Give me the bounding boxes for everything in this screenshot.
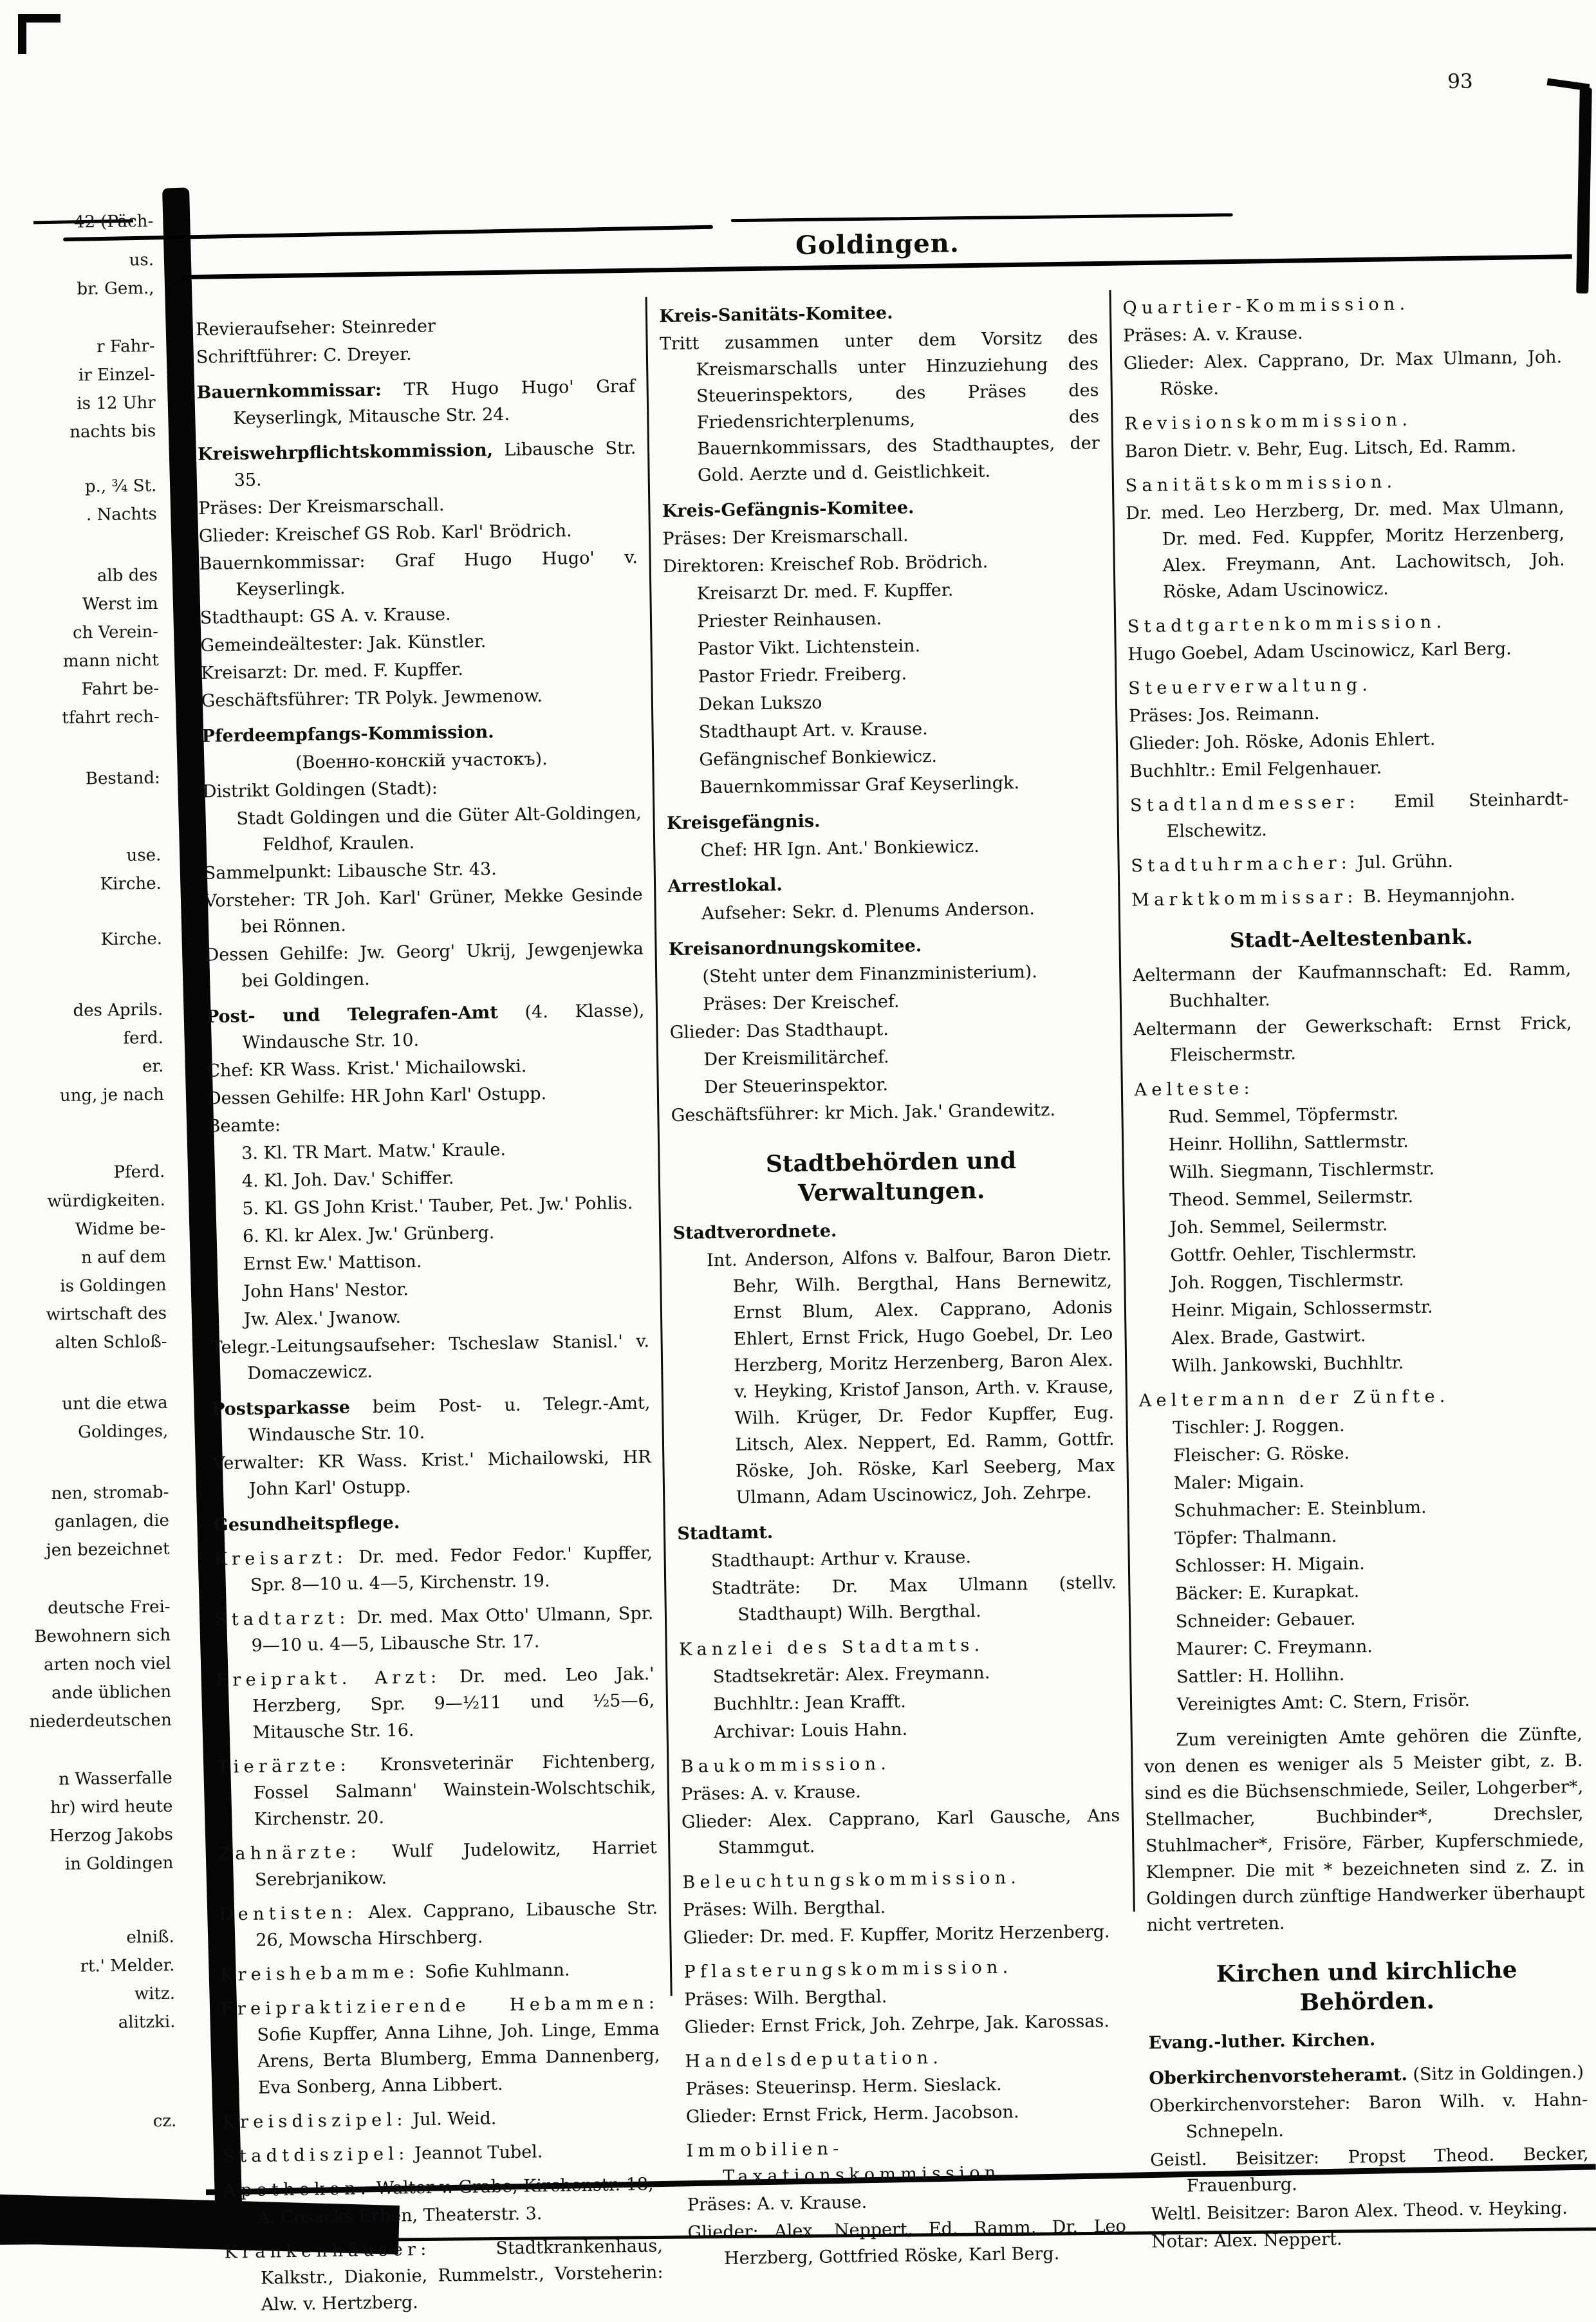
- margin-fragment: würdigkeiten.: [47, 1190, 166, 1212]
- directory-entry: Vereinigtes Amt: C. Stern, Frisör.: [1176, 1690, 1471, 1715]
- directory-entry: John Hans' Nestor.: [243, 1279, 409, 1302]
- margin-fragment: ferd.: [123, 1028, 163, 1048]
- directory-entry: [662, 492, 1101, 525]
- margin-fragment: n auf dem: [80, 1247, 167, 1268]
- directory-entry: [669, 930, 1108, 963]
- margin-fragment: Kirche.: [100, 873, 162, 895]
- directory-entry: Postsparkasse beim Post- u. Telegr.-Amt, Windausche Str. 10.: [211, 1393, 651, 1445]
- directory-entry: Maler: Migain.: [1173, 1471, 1305, 1494]
- entry-label: Stadtgartenkommission.: [1127, 612, 1447, 637]
- directory-entry: Glieder: Ernst Frick, Herm. Jacobson.: [685, 2102, 1019, 2127]
- entry-label: Arrestlokal.: [667, 875, 783, 897]
- entry-label: Stadtdiszipel:: [223, 2144, 409, 2167]
- margin-fragment: br. Gem.,: [77, 278, 154, 299]
- directory-entry: Oberkirchenvorsteheramt. (Sitz in Goldingen.): [1149, 2062, 1584, 2089]
- entry-label: Pflasterungskommission.: [683, 1957, 1013, 1982]
- running-title: Goldingen.: [795, 228, 960, 261]
- directory-entry: [1148, 2023, 1587, 2056]
- directory-entry: Stadthaupt Art. v. Krause.: [698, 719, 928, 743]
- column-3: [1111, 281, 1596, 2256]
- entry-label: Evang.-luther. Kirchen.: [1148, 2029, 1376, 2054]
- section-heading: Kirchen und kirchliche Behörden.: [1216, 1956, 1517, 2016]
- directory-entry: Beamte:: [207, 1115, 281, 1137]
- directory-entry: Schlosser: H. Migain.: [1174, 1554, 1365, 1577]
- directory-entry: Stadträte: Dr. Max Ulmann (stellv. Stadthaupt) Wilh. Bergthal.: [711, 1572, 1117, 1625]
- directory-entry: A. Cosacks Erben, Theaterstr. 3.: [257, 2204, 543, 2228]
- directory-entry: [667, 867, 1106, 900]
- entry-label: Quartier-Kommission.: [1122, 293, 1410, 319]
- margin-fragment: deutsche Frei-: [47, 1597, 171, 1619]
- margin-fragment: hr) wird heute: [50, 1796, 173, 1818]
- margin-fragment: ir Einzel-: [78, 364, 156, 385]
- directory-entry: [683, 1953, 1122, 1985]
- margin-fragment: ganlagen, die: [54, 1510, 170, 1532]
- margin-fragment: is 12 Uhr: [77, 393, 156, 414]
- entry-label: Sanitätskommission.: [1125, 472, 1397, 496]
- directory-entry: Präses: A. v. Krause.: [1122, 323, 1303, 346]
- directory-entry: Revieraufseher: Steinreder: [195, 316, 436, 340]
- directory-entry: Oberkirchenvorsteher: Baron Wilh. v. Hahn-Schnepeln.: [1149, 2090, 1588, 2142]
- directory-entry: [680, 1747, 1119, 1780]
- margin-fragment: rt.' Melder.: [80, 1955, 175, 1976]
- directory-entry: Stadtdiszipel: Jeannot Tubel.: [223, 2142, 543, 2167]
- directory-entry: Glieder: Joh. Röske, Adonis Ehlert.: [1129, 729, 1436, 754]
- margin-fragment: r Fahr-: [97, 336, 155, 357]
- directory-entry: Maurer: C. Freymann.: [1176, 1636, 1373, 1660]
- margin-fragment: is Goldingen: [60, 1275, 167, 1296]
- directory-entry: Der Steuerinspektor.: [703, 1075, 889, 1098]
- entry-label: Dentisten:: [219, 1902, 358, 1925]
- margin-fragment: mann nicht: [62, 650, 159, 671]
- directory-entry: Archivar: Louis Hahn.: [713, 1719, 908, 1743]
- directory-entry: Kreiswehrpflichtskommission, Libausche Str. 35.: [197, 438, 636, 491]
- directory-entry: Töpfer: Thalmann.: [1174, 1526, 1337, 1549]
- scan-edge-artifact: [1576, 88, 1592, 293]
- directory-entry: Glieder: Alex. Neppert, Ed. Ramm, Dr. Leo Herzberg, Gottfried Röske, Karl Berg.: [687, 2216, 1126, 2269]
- margin-fragment: . Nachts: [86, 504, 158, 525]
- entry-label: Revisionskommission.: [1124, 409, 1413, 434]
- directory-entry: Post- und Telegrafen-Amt (4. Klasse), Windausche Str. 10.: [205, 1000, 645, 1053]
- margin-fragment: tfahrt rech-: [62, 707, 160, 728]
- directory-entry: Vorsteher: TR Joh. Karl' Grüner, Mekke Gesinde bei Rönnen.: [204, 884, 643, 937]
- columns: [184, 281, 1596, 2320]
- entry-label: Post- und Telegrafen-Amt: [205, 1003, 498, 1027]
- directory-entry: Stadtlandmesser: Emil Steinhardt-Elschewitz.: [1129, 789, 1569, 842]
- directory-entry: Gemeindeältester: Jak. Künstler.: [200, 631, 487, 656]
- directory-entry: Kreisarzt Dr. med. F. Kupffer.: [696, 580, 954, 604]
- directory-entry: Pastor Vikt. Lichtenstein.: [697, 636, 921, 660]
- entry-label: Baukommission.: [680, 1754, 891, 1777]
- directory-entry: Geschäftsführer: kr Mich. Jak.' Grandewitz.: [671, 1100, 1056, 1126]
- directory-entry: [1138, 1381, 1577, 1414]
- directory-entry: [677, 1514, 1116, 1547]
- entry-label: Stadtlandmesser:: [1129, 792, 1360, 816]
- directory-entry: Bauernkommissar: TR Hugo Hugo' Graf Keyserlingk, Mitausche Str. 24.: [196, 376, 636, 429]
- directory-entry: Telegr.-Leitungsaufseher: Tscheslaw Stanisl.' v. Domaczewicz.: [210, 1331, 650, 1384]
- directory-entry: [1128, 669, 1567, 701]
- margin-fragment: alitzki.: [118, 2012, 176, 2032]
- entry-label: Freipraktizierende Hebammen:: [220, 1992, 660, 2020]
- margin-fragment: cz.: [153, 2111, 177, 2132]
- margin-fragment: nachts bis: [70, 421, 156, 442]
- directory-entry: Tischler: J. Roggen.: [1173, 1415, 1345, 1438]
- directory-entry: Freipraktizierende Hebammen: Sofie Kupffer, Anna Lihne, Joh. Linge, Emma Arens, Berta Blumberg, Emma Dannenberg, Eva Sonberg, Anna Libbert.: [220, 1992, 660, 2098]
- directory-entry: Geistl. Beisitzer: Propst Theod. Becker, Frauenburg.: [1150, 2144, 1589, 2197]
- entry-label: Tierärzte:: [217, 1755, 351, 1778]
- column-2: [647, 288, 1138, 2274]
- directory-entry: Tierärzte: Kronsveterinär Fichtenberg, Fossel Salmann' Wainstein-Wolschtschik, Kirchenstr. 20.: [217, 1751, 656, 1830]
- margin-fragment: Widme be-: [75, 1218, 166, 1240]
- directory-entry: Pastor Friedr. Freiberg.: [698, 664, 907, 687]
- directory-entry: Präses: Wilh. Bergthal.: [682, 1897, 886, 1920]
- directory-entry: Stadthaupt: GS A. v. Krause.: [200, 604, 451, 628]
- directory-entry: Zum vereinigten Amte gehören die Zünfte, von denen es weniger als 5 Meister gibt, z. B. sind es die Büchsenschmiede, Seiler, Lohgerber*, Stellmacher, Buchbinder*, Drechsler, Stuhlmacher*, Frisöre, Färber, Kupferschmiede, Klempner. Die mit * bezeichneten sind z. Z. in Goldingen durch zünftige Handwerker überhaupt nicht vertreten.: [1144, 1724, 1585, 1936]
- directory-entry: Wilh. Siegmann, Tischlermstr.: [1169, 1158, 1435, 1183]
- directory-entry: Apotheken: Walter v. Grabe, Kirchenstr. 18,: [223, 2174, 654, 2201]
- directory-entry: Chef: KR Wass. Krist.' Michailowski.: [207, 1056, 527, 1081]
- directory-entry: Präses: Jos. Reimann.: [1128, 703, 1320, 727]
- margin-fragment: 42 (Päch-: [73, 211, 154, 232]
- directory-entry: Baron Dietr. v. Behr, Eug. Litsch, Ed. Ramm.: [1124, 436, 1517, 462]
- directory-entry: Int. Anderson, Alfons v. Balfour, Baron Dietr. Behr, Wilh. Bergthal, Hans Bernewitz, Ernst Blum, Alex. Capprano, Adonis Ehlert, Ernst Frick, Hugo Goebel, Dr. Leo Herzberg, Moritz Herzenberg, Baron Alex. v. Heyking, Kristof Janson, Arth. v. Krause, Wilh. Krüger, Dr. Fedor Kupffer, Eug. Litsch, Alex. Neppert, Ed. Ramm, Gottfr. Röske, Joh. Röske, Karl Seeberg, Max Ulmann, Adam Uscinowicz, Joh. Zehrpe.: [706, 1244, 1115, 1508]
- directory-entry: Freiprakt. Arzt: Dr. med. Leo Jak.' Herzberg, Spr. 9—½11 und ½5—6, Mitausche Str. 16.: [216, 1664, 655, 1743]
- margin-fragment: Fahrt be-: [81, 678, 160, 700]
- directory-entry: Präses: Der Kreismarschall.: [662, 525, 909, 550]
- directory-entry: (Steht unter dem Finanzministerium).: [702, 961, 1038, 987]
- directory-entry: [667, 804, 1106, 837]
- directory-entry: [1134, 1070, 1573, 1103]
- directory-entry: Hugo Goebel, Adam Uscinowicz, Karl Berg.: [1127, 638, 1512, 665]
- directory-entry: Präses: Der Kreismarschall.: [198, 495, 445, 519]
- margin-fragment: er.: [142, 1056, 164, 1077]
- entry-label: Gesundheitspflege.: [213, 1512, 400, 1536]
- entry-label: Aeltermann der Zünfte.: [1138, 1386, 1450, 1411]
- entry-label: Steuerverwaltung.: [1128, 674, 1373, 699]
- directory-entry: Glieder: Alex. Capprano, Karl Gausche, Ans Stammgut.: [681, 1805, 1120, 1859]
- directory-entry: 6. Kl. kr Alex. Jw.' Grünberg.: [242, 1223, 495, 1247]
- directory-entry: Aeltermann der Kaufmannschaft: Ed. Ramm, Buchhalter.: [1132, 959, 1572, 1012]
- directory-entry: 5. Kl. GS John Krist.' Tauber, Pet. Jw.' Pohlis.: [242, 1193, 633, 1219]
- margin-fragment: ung, je nach: [59, 1084, 165, 1106]
- page-content: [180, 45, 1596, 2320]
- directory-entry: Fleischer: G. Röske.: [1173, 1443, 1350, 1466]
- directory-entry: Distrikt Goldingen (Stadt):: [202, 778, 438, 802]
- margin-fragment: niederdeutschen: [29, 1710, 172, 1732]
- entry-label: Kreisarzt:: [214, 1547, 348, 1570]
- margin-fragment: in Goldingen: [64, 1853, 174, 1874]
- entry-label: Stadtarzt:: [214, 1608, 350, 1630]
- directory-entry: Priester Reinhausen.: [697, 609, 882, 632]
- directory-entry: Dr. med. Leo Herzberg, Dr. med. Max Ulmann, Dr. med. Fed. Kuppfer, Moritz Herzenberg, Alex. Freymann, Ant. Lachowitsch, Joh. Röske, Adam Uscinowicz.: [1126, 497, 1565, 602]
- directory-entry: Dessen Gehilfe: Jw. Georg' Ukrij, Jewgenjewka bei Goldingen.: [205, 938, 644, 991]
- margin-fragment: us.: [129, 250, 154, 270]
- directory-entry: Aufseher: Sekr. d. Plenums Anderson.: [701, 898, 1035, 924]
- margin-fragment: Pferd.: [113, 1162, 165, 1182]
- entry-label: Stadtuhrmacher:: [1131, 853, 1352, 877]
- margin-fragment: wirtschaft des: [46, 1303, 167, 1325]
- directory-entry: Krankenhäuser: Stadtkrankenhaus, Kalkstr., Diakonie, Rummelstr., Vorsteherin: Alw. v. Hertzberg.: [224, 2236, 663, 2315]
- entry-label: Kreis-Sanitäts-Komitee.: [659, 302, 893, 327]
- margin-fragment: ch Verein-: [72, 622, 159, 643]
- margin-fragment: Goldinges,: [77, 1421, 169, 1442]
- directory-entry: [679, 1630, 1118, 1663]
- directory-entry: Rud. Semmel, Töpfermstr.: [1167, 1104, 1399, 1128]
- directory-entry: Schuhmacher: E. Steinblum.: [1174, 1497, 1427, 1521]
- margin-fragment: ande üblichen: [51, 1682, 172, 1704]
- directory-entry: Bauernkommissar: Graf Hugo Hugo' v. Keyserlingk.: [199, 547, 638, 600]
- entry-label: Stadtamt.: [677, 1522, 774, 1544]
- directory-entry: Buchhltr.: Emil Felgenhauer.: [1129, 757, 1382, 782]
- directory-entry: Direktoren: Kreischef Rob. Brödrich.: [662, 552, 988, 577]
- margin-fragment: alten Schloß-: [55, 1332, 167, 1353]
- directory-entry: Stadt Goldingen und die Güter Alt-Goldingen, Feldhof, Kraulen.: [236, 803, 642, 855]
- page-curl-line: [731, 213, 1233, 222]
- directory-entry: 3. Kl. TR Mart. Matw.' Kraule.: [241, 1139, 506, 1164]
- page-number: 93: [1447, 70, 1473, 93]
- directory-entry: Kreishebamme: Sofie Kuhlmann.: [219, 1960, 570, 1985]
- directory-entry: [659, 297, 1098, 330]
- margin-fragment: arten noch viel: [44, 1653, 171, 1675]
- entry-label: Krankenhäuser:: [224, 2239, 431, 2263]
- margin-fragment: Herzog Jakobs: [49, 1825, 174, 1846]
- section-heading: Stadtbehörden und Verwaltungen.: [765, 1147, 1017, 1207]
- directory-entry: [685, 2042, 1124, 2075]
- column-1: [184, 295, 676, 2320]
- margin-fragment: des Aprils.: [73, 999, 163, 1021]
- entry-label: Handelsdeputation.: [685, 2047, 943, 2072]
- margin-fragment: nen, stromab-: [51, 1482, 169, 1504]
- entry-label: Kreiswehrpflichtskommission,: [197, 440, 494, 465]
- directory-entry: Weltl. Beisitzer: Baron Alex. Theod. v. Heyking.: [1151, 2198, 1568, 2225]
- directory-entry: Schneider: Gebauer.: [1175, 1609, 1356, 1632]
- entry-label: Bauernkommissar:: [196, 380, 382, 403]
- directory-entry: Stadthaupt: Arthur v. Krause.: [710, 1547, 972, 1572]
- entry-label: Kreis-Gefängnis-Komitee.: [662, 497, 914, 522]
- directory-entry: Glieder: Kreischef GS Rob. Karl' Brödrich.: [198, 521, 572, 546]
- directory-entry: Kreisarzt: Dr. med. F. Kupffer.: [200, 659, 464, 683]
- entry-label: Oberkirchenvorsteheramt.: [1149, 2065, 1408, 2089]
- directory-entry: Dessen Gehilfe: HR John Karl' Ostupp.: [207, 1083, 547, 1109]
- directory-entry: Jw. Alex.' Jwanow.: [243, 1307, 402, 1330]
- margin-fragment: witz.: [134, 1983, 176, 2004]
- margin-fragment: Bestand:: [85, 768, 161, 789]
- entry-label: Apotheken:: [223, 2178, 371, 2201]
- margin-fragment: p., ¾ St.: [84, 476, 157, 497]
- entry-label: Immobilien-Taxationskommission.: [686, 2139, 1011, 2187]
- directory-entry: Stadtuhrmacher: Jul. Grühn.: [1131, 851, 1454, 877]
- entry-label: Zahnärzte:: [218, 1842, 362, 1864]
- directory-entry: Präses: A. v. Krause.: [681, 1781, 862, 1805]
- margin-fragment: elniß.: [126, 1927, 175, 1947]
- directory-entry: [673, 1214, 1111, 1247]
- directory-entry: [1122, 288, 1561, 321]
- directory-entry: Chef: HR Ign. Ant.' Bonkiewicz.: [700, 836, 979, 861]
- directory-entry: Joh. Roggen, Tischlermstr.: [1170, 1270, 1404, 1294]
- directory-entry: Aeltermann der Gewerkschaft: Ernst Frick, Fleischermstr.: [1133, 1013, 1572, 1066]
- entry-label: Stadtverordnete.: [673, 1221, 837, 1244]
- margin-fragment: use.: [126, 845, 162, 866]
- entry-label: Marktkommissar:: [1131, 887, 1358, 911]
- directory-entry: Verwalter: KR Wass. Krist.' Michailowski, HR John Karl' Ostupp.: [212, 1447, 651, 1500]
- directory-entry: [201, 717, 640, 750]
- facing-page-fragments: [0, 207, 177, 2137]
- directory-entry: Der Kreismilitärchef.: [703, 1047, 889, 1070]
- directory-entry: Kreisdiszipel: Jul. Weid.: [222, 2108, 497, 2133]
- entry-label: Aelteste:: [1134, 1078, 1255, 1101]
- entry-label: Kanzlei des Stadtamts.: [678, 1635, 985, 1660]
- directory-entry: 4. Kl. Joh. Dav.' Schiffer.: [241, 1168, 454, 1191]
- section-heading: Stadt-Aeltestenbank.: [1229, 924, 1473, 953]
- scan-corner-mark: [18, 14, 26, 54]
- directory-entry: Wilh. Jankowski, Buchhltr.: [1171, 1353, 1404, 1377]
- margin-fragment: unt die etwa: [62, 1393, 168, 1414]
- directory-entry: Kreisarzt: Dr. med. Fedor Fedor.' Kupffer, Spr. 8—10 u. 4—5, Kirchenstr. 19.: [214, 1543, 653, 1595]
- directory-entry: Schriftführer: C. Dreyer.: [196, 344, 412, 367]
- directory-entry: Dentisten: Alex. Capprano, Libausche Str. 26, Mowscha Hirschberg.: [219, 1898, 658, 1951]
- directory-entry: Sammelpunkt: Libausche Str. 43.: [203, 859, 497, 884]
- directory-entry: Glieder: Dr. med. F. Kupffer, Moritz Herzenberg.: [683, 1922, 1110, 1948]
- directory-entry: Marktkommissar: B. Heymannjohn.: [1131, 884, 1516, 911]
- entry-label: Beleuchtungskommission.: [682, 1868, 1021, 1893]
- directory-entry: Heinr. Hollihn, Sattlermstr.: [1168, 1131, 1409, 1155]
- directory-entry: Glieder: Ernst Frick, Joh. Zehrpe, Jak. Karossas.: [684, 2011, 1110, 2038]
- entry-label: Pferdeempfangs-Kommission.: [201, 722, 494, 747]
- directory-entry: [1125, 466, 1564, 499]
- directory-entry: Ernst Ew.' Mattison.: [243, 1251, 422, 1274]
- entry-label: Kreisgefängnis.: [666, 811, 821, 834]
- directory-entry: Präses: Steuerinsp. Herm. Sieslack.: [685, 2074, 1002, 2099]
- directory-entry: Glieder: Das Stadthaupt.: [669, 1019, 889, 1043]
- directory-entry: Glieder: Alex. Capprano, Dr. Max Ulmann, Joh. Röske.: [1123, 347, 1563, 400]
- directory-entry: Stadtarzt: Dr. med. Max Otto' Ulmann, Spr. 9—10 u. 4—5, Libausche Str. 17.: [214, 1603, 654, 1656]
- directory-entry: Tritt zusammen unter dem Vorsitz des Kreismarschalls unter Hinzuziehung des Steuerinspektors, des Präses des Friedensrichterplenums, des Bauernkommissars, des Stadthauptes, der Gold. Aerzte und d. Geistlichkeit.: [659, 328, 1100, 486]
- directory-entry: Dekan Lukszo: [698, 692, 822, 715]
- directory-entry: Geschäftsführer: TR Polyk. Jewmenow.: [201, 685, 543, 711]
- directory-entry: Bäcker: E. Kurapkat.: [1174, 1581, 1360, 1604]
- directory-entry: Zahnärzte: Wulf Judelowitz, Harriet Serebrjanikow.: [218, 1837, 657, 1890]
- entry-label: Freiprakt. Arzt:: [216, 1667, 441, 1691]
- directory-entry: Präses: Wilh. Bergthal.: [683, 1987, 887, 2010]
- entry-label: Kreisanordnungskomitee.: [668, 936, 922, 960]
- directory-entry: [1124, 404, 1563, 437]
- directory-entry: [1127, 607, 1566, 640]
- directory-entry: Bauernkommissar Graf Keyserlingk.: [699, 772, 1020, 798]
- directory-entry: (Военно-конскій участокъ).: [295, 748, 548, 773]
- entry-label: Postsparkasse: [211, 1397, 351, 1420]
- margin-fragment: Bewohnern sich: [34, 1625, 171, 1647]
- directory-entry: Gottfr. Oehler, Tischlermstr.: [1170, 1241, 1417, 1266]
- directory-entry: Notar: Alex. Neppert.: [1151, 2229, 1342, 2252]
- entry-label: Kreishebamme:: [219, 1962, 420, 1985]
- directory-entry: Heinr. Migain, Schlossermstr.: [1171, 1297, 1433, 1321]
- directory-entry: Sattler: H. Hollihn.: [1176, 1664, 1345, 1687]
- margin-fragment: n Wasserfalle: [59, 1768, 173, 1789]
- directory-entry: [682, 1863, 1121, 1896]
- margin-fragment: jen bezeichnet: [46, 1539, 170, 1561]
- entry-label: Kreisdiszipel:: [222, 2110, 408, 2133]
- directory-entry: Präses: Der Kreischef.: [702, 991, 900, 1015]
- margin-fragment: alb des: [97, 565, 158, 586]
- directory-entry: Stadtsekretär: Alex. Freymann.: [712, 1662, 990, 1687]
- directory-entry: Alex. Brade, Gastwirt.: [1171, 1326, 1366, 1349]
- directory-entry: Buchhltr.: Jean Krafft.: [713, 1691, 907, 1715]
- directory-entry: Joh. Semmel, Seilermstr.: [1169, 1214, 1388, 1238]
- directory-entry: Gefängnischef Bonkiewicz.: [699, 746, 938, 770]
- directory-entry: Theod. Semmel, Seilermstr.: [1169, 1186, 1414, 1211]
- directory-entry: [213, 1506, 652, 1539]
- directory-entry: Präses: A. v. Krause.: [687, 2192, 868, 2215]
- directory-entry: [686, 2132, 1125, 2191]
- margin-fragment: Kirche.: [100, 929, 163, 950]
- margin-fragment: Werst im: [82, 593, 158, 615]
